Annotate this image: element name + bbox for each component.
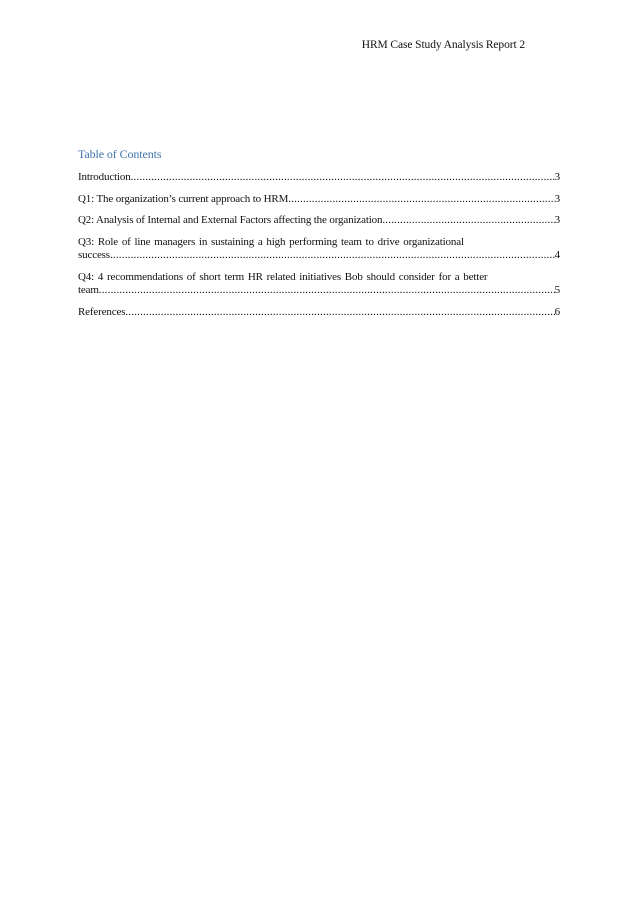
running-header: HRM Case Study Analysis Report 2 [361, 39, 525, 51]
toc-entry-first-line: Q4: 4 recommendations of short term HR related initiatives Bob should consider for a better [78, 270, 488, 283]
toc-page-number: 4 [554, 249, 560, 261]
toc-entry-text: success [78, 249, 110, 261]
toc-leader-dots [110, 249, 555, 263]
toc-entry-line [78, 214, 560, 228]
toc-title: Table of Contents [78, 147, 162, 161]
toc-entry-references[interactable] [78, 306, 560, 320]
toc-entry-text: Introduction [78, 171, 131, 183]
table-of-contents [78, 147, 560, 327]
toc-leader-dots [125, 306, 554, 320]
toc-entry-line [78, 193, 560, 207]
toc-leader-dots [382, 214, 554, 228]
toc-entry-q2[interactable] [78, 214, 560, 228]
toc-leader-dots [99, 284, 555, 298]
toc-entry-text: Q2: Analysis of Internal and External Factors affecting the organization [78, 214, 383, 226]
toc-entry-text: References [78, 305, 126, 318]
toc-entry-q1[interactable] [78, 193, 560, 207]
toc-leader-dots [131, 171, 555, 185]
toc-page-number: 5 [554, 284, 560, 296]
toc-entry-text: team [78, 284, 99, 296]
toc-page-number: 3 [554, 192, 560, 205]
toc-entry-text: Q1: The organization’s current approach to HRM [78, 192, 289, 205]
toc-entry-q3[interactable] [78, 236, 560, 263]
toc-entry-line [78, 284, 560, 298]
toc-entry-line [78, 171, 560, 185]
toc-leader-dots [288, 193, 554, 207]
toc-entry-introduction[interactable] [78, 171, 560, 185]
toc-entry-line [78, 249, 560, 263]
toc-page-number: 6 [554, 305, 560, 318]
toc-page-number: 3 [554, 171, 560, 183]
toc-entry-q4[interactable] [78, 271, 560, 298]
toc-entry-first-line: Q3: Role of line managers in sustaining a high performing team to drive organizational [78, 235, 464, 248]
toc-page-number: 3 [554, 214, 560, 226]
toc-entry-line [78, 306, 560, 320]
